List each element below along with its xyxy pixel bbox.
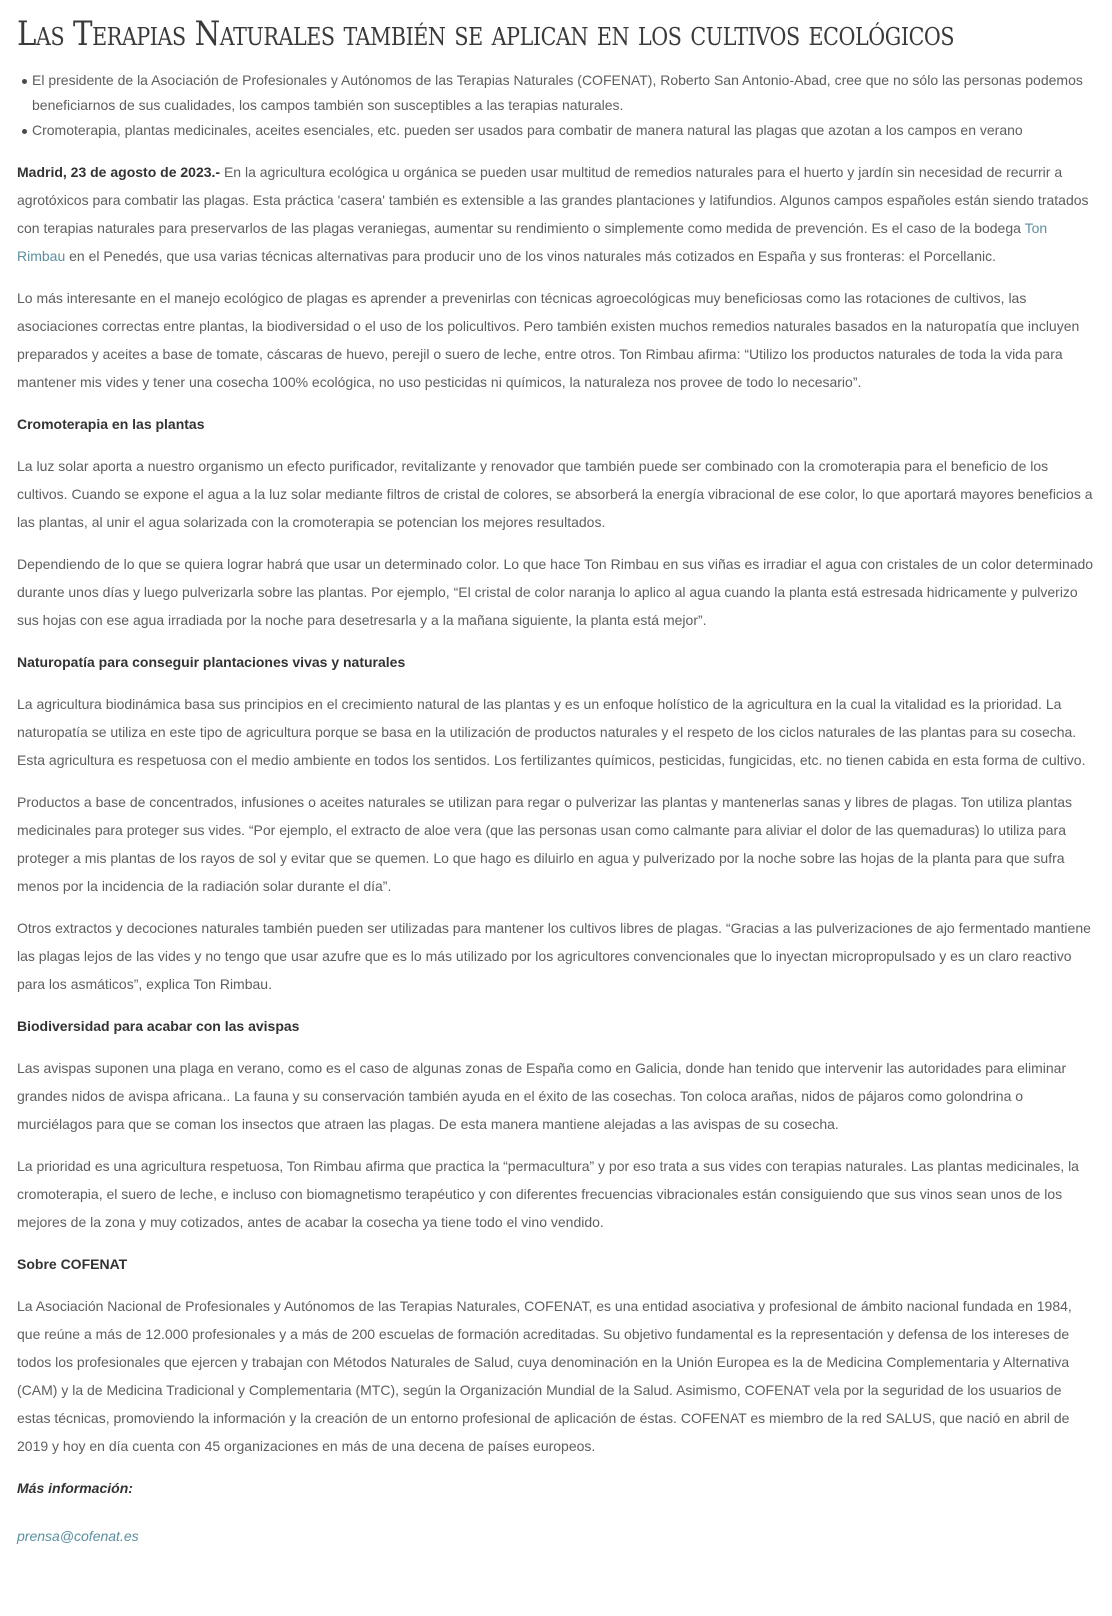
section-heading-biodiversidad: Biodiversidad para acabar con las avispas — [17, 1018, 300, 1034]
body-paragraph: La luz solar aporta a nuestro organismo un efecto purificador, revitalizante y renovador que también puede ser combinado con la cromoterapia para el beneficio de los cultivos. Cuando se expone el agua a la luz solar mediante filtros de cristal de colores, se absorberá la energía vibracional de ese color, lo que aportará mayores beneficios a las plantas, al unir el agua solarizada con la cromoterapia se potencian los mejores resultados. — [17, 458, 1093, 530]
body-paragraph: La prioridad es una agricultura respetuosa, Ton Rimbau afirma que practica la “permacultura” y por eso trata a sus vides con terapias naturales. Las plantas medicinales, la cromoterapia, el suero de leche, e incluso con biomagnetismo terapéutico y con diferentes frecuencias vibracionales están consiguiendo que sus vinos sean unos de los mejores de la zona y muy cotizados, antes de acabar la cosecha ya tiene todo el vino vendido. — [17, 1158, 1079, 1230]
ton-rimbau-link[interactable]: Ton Rimbau — [17, 220, 1048, 264]
section-heading-sobre-cofenat: Sobre COFENAT — [17, 1256, 128, 1272]
section-heading-naturopatia: Naturopatía para conseguir plantaciones vivas y naturales — [17, 654, 406, 670]
body-paragraph: La agricultura biodinámica basa sus principios en el crecimiento natural de las plantas y es un enfoque holístico de la agricultura en la cual la vitalidad es la prioridad. La naturopatía se utiliza en este tipo de agricultura porque se basa en la utilización de productos naturales y el respeto de los ciclos naturales de las plantas para su cosecha. Esta agricultura es respetuosa con el medio ambiente en todos los sentidos. Los fertilizantes químicos, pesticidas, fungicidas, etc. no tienen cabida en esta forma de cultivo. — [17, 696, 1086, 768]
lead-paragraph — [17, 158, 1095, 270]
summary-item: El presidente de la Asociación de Profesionales y Autónomos de las Terapias Naturales (COFENAT), Roberto San Antonio-Abad, cree que no sólo las personas podemos beneficiarnos de sus cualidades, los campos también son susceptibles a las terapias naturales. — [32, 68, 1095, 118]
body-paragraph: Las avispas suponen una plaga en verano, como es el caso de algunas zonas de España como en Galicia, donde han tenido que intervenir las autoridades para eliminar grandes nidos de avispa africana.. La fauna y su conservación también ayuda en el éxito de las cosechas. Ton coloca arañas, nidos de pájaros como golondrina o murciélagos para que se coman los insectos que atraen las plagas. De esta manera mantiene alejadas a las avispas de su cosecha. — [17, 1060, 1067, 1132]
lead-text-start: En la agricultura ecológica u orgánica se pueden usar multitud de remedios naturales para el huerto y jardín sin necesidad de recurrir a agrotóxicos para combatir las plagas. Esta práctica 'casera' también es extensible a las grandes plantaciones y latifundios. Algunos campos españoles están siendo tratados con terapias naturales para preservarlos de las plagas veraniegas, aumentar su rendimiento o simplemente como medida de prevención. Es el caso de la bodega — [17, 164, 1089, 236]
section-heading-cromoterapia: Cromoterapia en las plantas — [17, 416, 205, 432]
article-title: Las Terapias Naturales también se aplican en los cultivos ecológicos — [17, 14, 955, 54]
body-paragraph: Dependiendo de lo que se quiera lograr habrá que usar un determinado color. Lo que hace Ton Rimbau en sus viñas es irradiar el agua con cristales de un color determinado durante unos días y luego pulverizarla sobre las plantas. Por ejemplo, “El cristal de color naranja lo aplico al agua cuando la planta está estresada hidricamente y pulverizo sus hojas con ese agua irradiada por la noche para desetresarla y a la mañana siguiente, la planta está mejor”. — [17, 556, 1094, 628]
press-email-link[interactable]: prensa@cofenat.es — [17, 1528, 139, 1544]
body-paragraph: Otros extractos y decociones naturales también pueden ser utilizadas para mantener los cultivos libres de plagas. “Gracias a las pulverizaciones de ajo fermentado mantiene las plagas lejos de las vides y no tengo que usar azufre que es lo más utilizado por los agricultores convencionales que lo inyectan micropropulsado y es un claro reactivo para los asmáticos”, explica Ton Rimbau. — [17, 920, 1091, 992]
body-paragraph: Productos a base de concentrados, infusiones o aceites naturales se utilizan para regar o pulverizar las plantas y mantenerlas sanas y libres de plagas. Ton utiliza plantas medicinales para proteger sus vides. “Por ejemplo, el extracto de aloe vera (que las personas usan como calmante para aliviar el dolor de las quemaduras) lo utiliza para proteger a mis plantas de los rayos de sol y evitar que se quemen. Lo que hago es diluirlo en agua y pulverizado por la noche sobre las hojas de la planta para que sufra menos por la incidencia de la radiación solar durante el día”. — [17, 794, 1073, 894]
lead-text-end: en el Penedés, que usa varias técnicas alternativas para producir uno de los vinos naturales más cotizados en España y sus fronteras: el Porcellanic. — [65, 248, 996, 264]
summary-list — [17, 68, 1095, 143]
dateline: Madrid, 23 de agosto de 2023.- — [17, 164, 221, 180]
article-body — [17, 158, 1095, 1550]
more-info-label: Más información: — [17, 1480, 133, 1496]
body-paragraph: Lo más interesante en el manejo ecológico de plagas es aprender a prevenirlas con técnicas agroecológicas muy beneficiosas como las rotaciones de cultivos, las asociaciones correctas entre plantas, la biodiversidad o el uso de los policultivos. Pero también existen muchos remedios naturales basados en la naturopatía que incluyen preparados y aceites a base de tomate, cáscaras de huevo, perejil o suero de leche, entre otros. Ton Rimbau afirma: “Utilizo los productos naturales de toda la vida para mantener mis vides y tener una cosecha 100% ecológica, no uso pesticidas ni químicos, la naturaleza nos provee de todo lo necesario”. — [17, 290, 1080, 390]
body-paragraph: La Asociación Nacional de Profesionales y Autónomos de las Terapias Naturales, COFENAT, es una entidad asociativa y profesional de ámbito nacional fundada en 1984, que reúne a más de 12.000 profesionales y a más de 200 escuelas de formación acreditadas. Su objetivo fundamental es la representación y defensa de los intereses de todos los profesionales que ejercen y trabajan con Métodos Naturales de Salud, cuya denominación en la Unión Europea es la de Medicina Complementaria y Alternativa (CAM) y la de Medicina Tradicional y Complementaria (MTC), según la Organización Mundial de la Salud. Asimismo, COFENAT vela por la seguridad de los usuarios de estas técnicas, promoviendo la información y la creación de un entorno profesional de aplicación de éstas. COFENAT es miembro de la red SALUS, que nació en abril de 2019 y hoy en día cuenta con 45 organizaciones en más de una decena de países europeos. — [17, 1298, 1072, 1454]
summary-item: Cromoterapia, plantas medicinales, aceites esenciales, etc. pueden ser usados para combatir de manera natural las plagas que azotan a los campos en verano — [32, 118, 1095, 143]
